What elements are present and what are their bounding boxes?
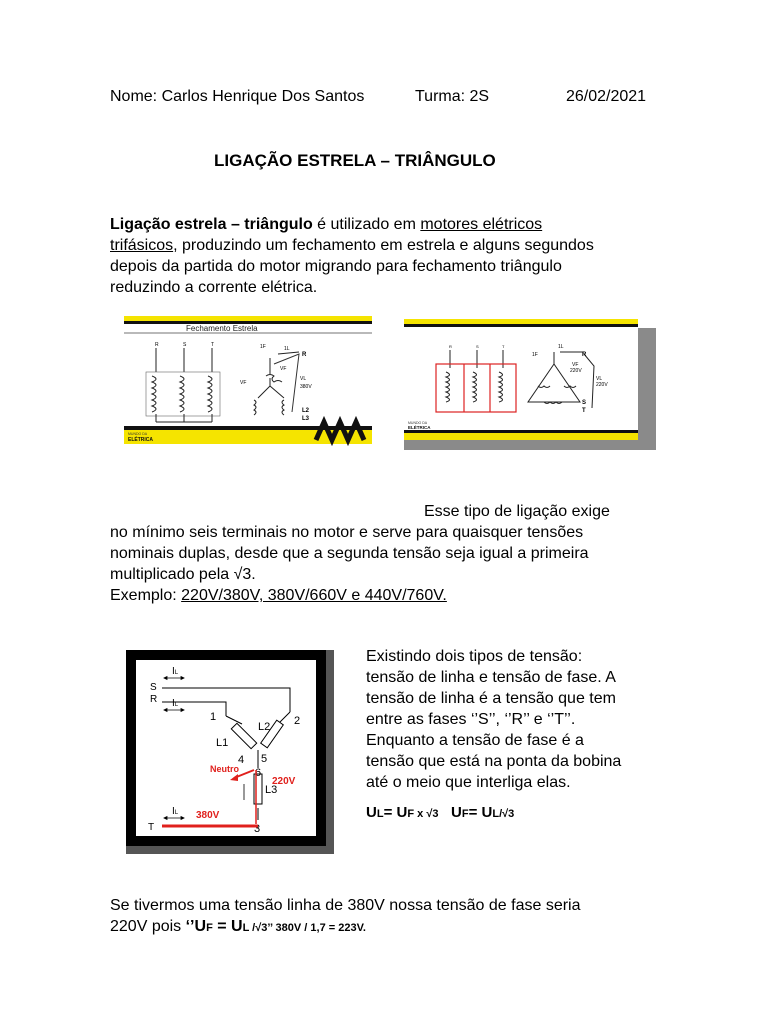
star-label-r: R [302,352,307,358]
para3-line-6: tensão que está na ponta da bobina [366,753,622,770]
coil-label-l1: L1 [216,737,229,749]
intro-link-motores[interactable]: motores elétricos [420,216,543,233]
node-4: 4 [238,754,245,766]
conclusion-line-1: Se tivermos uma tensão linha de 380V nossa tensão de fase seria [110,897,581,914]
delta-terminal-t: T [502,344,505,349]
para2-line-1: Esse tipo de ligação exige [424,503,610,520]
node-1: 1 [210,711,217,723]
current-label-r: IL [172,698,179,709]
delta-logo-bottom: ELÉTRICA [408,425,431,430]
delta-connection-figure [404,316,656,450]
delta-terminal-s: S [476,344,479,349]
intro-text-2: , produzindo um fechamento em estrela e alguns segundos [173,237,594,254]
delta-label-r: R [582,352,587,358]
delta-shadow-right [638,328,656,450]
conclusion-line-2: 220V pois ‘’UF = UL /√3’’ 380V / 1,7 = 223V. [110,918,366,935]
intro-link-trifasicos[interactable]: trifásicos [110,237,174,254]
delta-bottom-yellow-bar [404,433,638,440]
star-terminal-r: R [155,342,159,348]
intro-line-4: reduzindo a corrente elétrica. [110,279,318,296]
intro-line-1 [110,214,542,235]
star-label-l3: L3 [302,416,310,422]
para3-line-2: tensão de linha e tensão de fase. A [366,669,616,686]
star-figure-title: Fechamento Estrela [186,324,258,333]
student-name: Nome: Carlos Henrique Dos Santos [110,88,365,105]
para3-line-5: Enquanto a tensão de fase é a [366,732,584,749]
delta-logo-top: MUNDO DA [408,421,428,425]
example-values: 220V/380V, 380V/660V e 440V/760V. [181,587,447,604]
delta-label-vl-value: 220V [596,382,608,388]
node-5: 5 [261,753,268,765]
node-2: 2 [294,715,301,727]
delta-label-1l: 1L [558,344,564,350]
star-label-vf-left: VF [240,380,247,386]
delta-label-1f: 1F [532,352,538,358]
delta-label-vl: VL [596,376,603,382]
example-label: Exemplo: [110,587,182,604]
star-terminal-t: T [211,342,215,348]
line-label-s: S [150,682,157,693]
star-label-1f: 1F [260,344,266,350]
para2-line-2: no mínimo seis terminais no motor e serve para quaisquer tensões [110,524,584,541]
delta-top-black-bar [404,324,638,327]
star-label-l2: L2 [302,408,310,414]
star-connection-figure [124,314,372,446]
intro-line-2 [110,235,594,256]
line-label-t: T [148,822,155,833]
star-label-vl-value: 380V [300,384,312,390]
para2-example [110,585,447,606]
delta-terminal-r: R [449,344,452,349]
delta-label-s: S [582,400,587,406]
star-label-vf-right: VF [280,366,287,372]
coil-label-l2: L2 [258,721,271,733]
para2-line-3: nominais duplas, desde que a segunda tensão seja igual a primeira [110,545,589,562]
intro-line-3: depois da partida do motor migrando para fechamento triângulo [110,258,562,275]
line-label-r: R [150,694,158,705]
para3-line-7: até o meio que interliga elas. [366,774,571,791]
intro-text-1: é utilizado em [312,216,421,233]
phase-voltage-label: 220V [272,776,296,787]
voltage-formula: UL= UF x √3 UF= UL/√3 [366,804,515,821]
node-6: 6 [255,767,262,779]
delta-shadow-bottom [404,440,656,450]
star-label-vl: VL [300,376,307,382]
delta-label-t: T [582,408,586,414]
circuit-figure [126,650,334,854]
delta-label-vf: VF [572,362,579,368]
para3-line-1: Existindo dois tipos de tensão: [366,648,583,665]
current-label-s: IL [172,666,179,677]
star-top-yellow-bar [124,316,372,321]
node-3: 3 [254,823,261,835]
star-label-1l: 1L [284,346,290,352]
coil-label-l3: L3 [265,784,278,796]
page-title: LIGAÇÃO ESTRELA – TRIÂNGULO [214,151,496,170]
star-terminal-s: S [183,342,187,348]
line-voltage-label: 380V [196,810,220,821]
document-date: 26/02/2021 [566,88,647,105]
neutral-label: Neutro [210,764,239,774]
delta-top-yellow-bar [404,319,638,324]
delta-figure-bg [404,316,656,450]
delta-label-vf-value: 220V [570,368,582,374]
delta-bottom-black-bar [404,430,638,433]
para3-line-4: entre as fases ‘’S’’, ‘’R’’ e ‘’T’’. [366,711,576,728]
para3-line-3: tensão de linha é a tensão que tem [366,690,616,707]
star-logo-bottom: ELÉTRICA [128,437,153,443]
student-class: Turma: 2S [415,88,490,105]
current-label-t: IL [172,806,179,817]
intro-bold-term: Ligação estrela – triângulo [110,216,313,233]
star-logo-top: MUNDO DA [128,432,148,436]
para2-line-4: multiplicado pela √3. [110,566,256,583]
